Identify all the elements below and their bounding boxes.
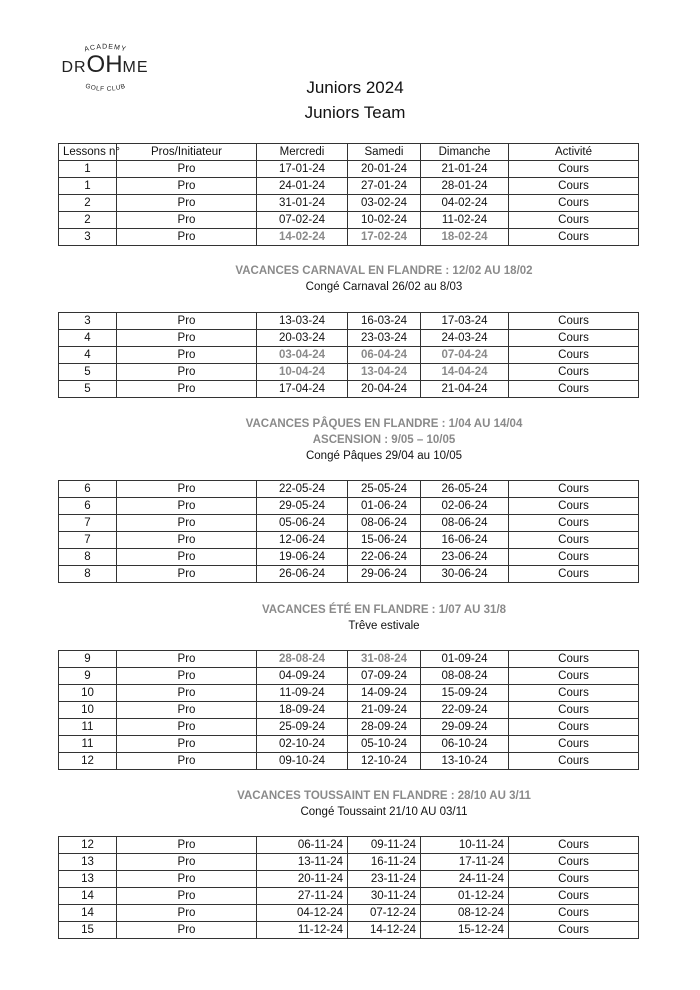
cell-sam: 12-10-24 — [348, 753, 421, 770]
table-row — [59, 229, 639, 246]
cell-sam: 28-09-24 — [348, 719, 421, 736]
cell-n: 15 — [59, 922, 117, 939]
cell-pro: Pro — [117, 364, 257, 381]
cell-dim: 24-03-24 — [421, 330, 509, 347]
cell-sam: 03-02-24 — [348, 195, 421, 212]
holiday-period: VACANCES TOUSSAINT EN FLANDRE : 28/10 AU 3/11 — [237, 790, 531, 802]
holiday-note-2 — [0, 416, 700, 464]
cell-mer: 10-04-24 — [257, 364, 348, 381]
table-row — [59, 178, 639, 195]
holiday-note-3 — [0, 602, 700, 634]
cell-act: Cours — [509, 515, 639, 532]
cell-sam: 14-12-24 — [348, 922, 421, 939]
table-row — [59, 313, 639, 330]
cell-n: 7 — [59, 515, 117, 532]
cell-sam: 22-06-24 — [348, 549, 421, 566]
table-row — [59, 685, 639, 702]
cell-dim: 06-10-24 — [421, 736, 509, 753]
cell-dim: 02-06-24 — [421, 498, 509, 515]
cell-dim: 26-05-24 — [421, 481, 509, 498]
cell-sam: 29-06-24 — [348, 566, 421, 583]
cell-act: Cours — [509, 719, 639, 736]
cell-act: Cours — [509, 702, 639, 719]
cell-dim: 08-06-24 — [421, 515, 509, 532]
cell-mer: 20-03-24 — [257, 330, 348, 347]
cell-act: Cours — [509, 161, 639, 178]
table-row — [59, 212, 639, 229]
cell-pro: Pro — [117, 195, 257, 212]
schedule-table-4 — [58, 650, 639, 770]
holiday-conge: Congé Toussaint 21/10 AU 03/11 — [300, 806, 468, 818]
column-header: Lessons n° — [59, 144, 117, 161]
cell-mer: 07-02-24 — [257, 212, 348, 229]
column-header: Activité — [509, 144, 639, 161]
cell-pro: Pro — [117, 837, 257, 854]
schedule-table-2 — [58, 312, 639, 398]
cell-n: 9 — [59, 668, 117, 685]
cell-sam: 23-03-24 — [348, 330, 421, 347]
cell-sam: 05-10-24 — [348, 736, 421, 753]
table-row — [59, 702, 639, 719]
cell-n: 1 — [59, 178, 117, 195]
table-row — [59, 922, 639, 939]
cell-act: Cours — [509, 549, 639, 566]
holiday-note-1 — [0, 263, 700, 295]
cell-dim: 18-02-24 — [421, 229, 509, 246]
cell-act: Cours — [509, 566, 639, 583]
table-row — [59, 515, 639, 532]
cell-act: Cours — [509, 685, 639, 702]
cell-mer: 11-09-24 — [257, 685, 348, 702]
cell-mer: 12-06-24 — [257, 532, 348, 549]
cell-sam: 07-12-24 — [348, 905, 421, 922]
cell-dim: 01-12-24 — [421, 888, 509, 905]
cell-sam: 27-01-24 — [348, 178, 421, 195]
cell-mer: 17-01-24 — [257, 161, 348, 178]
cell-sam: 30-11-24 — [348, 888, 421, 905]
cell-mer: 05-06-24 — [257, 515, 348, 532]
cell-pro: Pro — [117, 330, 257, 347]
cell-mer: 25-09-24 — [257, 719, 348, 736]
cell-mer: 26-06-24 — [257, 566, 348, 583]
cell-mer: 03-04-24 — [257, 347, 348, 364]
table-row — [59, 195, 639, 212]
cell-mer: 04-09-24 — [257, 668, 348, 685]
cell-dim: 13-10-24 — [421, 753, 509, 770]
cell-pro: Pro — [117, 685, 257, 702]
cell-sam: 17-02-24 — [348, 229, 421, 246]
cell-dim: 04-02-24 — [421, 195, 509, 212]
cell-mer: 17-04-24 — [257, 381, 348, 398]
svg-text:DROHME — [61, 51, 148, 78]
cell-pro: Pro — [117, 651, 257, 668]
logo-main-a: DR — [61, 59, 87, 76]
cell-dim: 08-08-24 — [421, 668, 509, 685]
cell-act: Cours — [509, 922, 639, 939]
cell-n: 4 — [59, 330, 117, 347]
cell-n: 8 — [59, 549, 117, 566]
cell-n: 5 — [59, 364, 117, 381]
cell-n: 2 — [59, 212, 117, 229]
table-row — [59, 736, 639, 753]
cell-act: Cours — [509, 364, 639, 381]
cell-pro: Pro — [117, 566, 257, 583]
logo-main-b: OH — [86, 51, 123, 78]
cell-dim: 08-12-24 — [421, 905, 509, 922]
cell-dim: 22-09-24 — [421, 702, 509, 719]
cell-sam: 20-01-24 — [348, 161, 421, 178]
cell-mer: 02-10-24 — [257, 736, 348, 753]
cell-dim: 07-04-24 — [421, 347, 509, 364]
cell-dim: 28-01-24 — [421, 178, 509, 195]
cell-n: 14 — [59, 888, 117, 905]
holiday-period: VACANCES CARNAVAL EN FLANDRE : 12/02 AU 18/02 — [235, 265, 533, 277]
cell-act: Cours — [509, 481, 639, 498]
cell-pro: Pro — [117, 212, 257, 229]
cell-n: 11 — [59, 719, 117, 736]
cell-mer: 04-12-24 — [257, 905, 348, 922]
cell-n: 3 — [59, 313, 117, 330]
cell-act: Cours — [509, 195, 639, 212]
cell-pro: Pro — [117, 702, 257, 719]
table-row — [59, 651, 639, 668]
cell-act: Cours — [509, 837, 639, 854]
cell-sam: 23-11-24 — [348, 871, 421, 888]
cell-pro: Pro — [117, 229, 257, 246]
cell-act: Cours — [509, 668, 639, 685]
cell-mer: 13-03-24 — [257, 313, 348, 330]
cell-n: 7 — [59, 532, 117, 549]
cell-mer: 29-05-24 — [257, 498, 348, 515]
cell-mer: 24-01-24 — [257, 178, 348, 195]
holiday-period: VACANCES PÂQUES EN FLANDRE : 1/04 AU 14/04 — [245, 418, 523, 430]
cell-mer: 11-12-24 — [257, 922, 348, 939]
cell-n: 4 — [59, 347, 117, 364]
cell-mer: 27-11-24 — [257, 888, 348, 905]
holiday-conge: Trêve estivale — [348, 620, 420, 632]
cell-act: Cours — [509, 212, 639, 229]
cell-mer: 20-11-24 — [257, 871, 348, 888]
cell-dim: 14-04-24 — [421, 364, 509, 381]
cell-pro: Pro — [117, 736, 257, 753]
cell-dim: 30-06-24 — [421, 566, 509, 583]
cell-n: 14 — [59, 905, 117, 922]
table-row — [59, 532, 639, 549]
cell-sam: 09-11-24 — [348, 837, 421, 854]
cell-pro: Pro — [117, 753, 257, 770]
cell-n: 5 — [59, 381, 117, 398]
column-header: Samedi — [348, 144, 421, 161]
cell-mer: 18-09-24 — [257, 702, 348, 719]
holiday-period: VACANCES ÉTÉ EN FLANDRE : 1/07 AU 31/8 — [261, 604, 507, 616]
schedule-table-3 — [58, 480, 639, 583]
logo-bottom-text: GOLF CLUB — [84, 82, 127, 93]
holiday-period: ASCENSION : 9/05 – 10/05 — [312, 434, 456, 446]
holiday-note-4 — [0, 788, 700, 820]
cell-dim: 29-09-24 — [421, 719, 509, 736]
table-row — [59, 549, 639, 566]
holiday-conge: Congé Pâques 29/04 au 10/05 — [305, 450, 463, 462]
cell-n: 13 — [59, 871, 117, 888]
logo-main-c: ME — [122, 59, 149, 76]
cell-n: 12 — [59, 837, 117, 854]
table-row — [59, 481, 639, 498]
cell-n: 10 — [59, 702, 117, 719]
cell-act: Cours — [509, 178, 639, 195]
table-row — [59, 905, 639, 922]
schedule-table-5 — [58, 836, 639, 939]
cell-sam: 31-08-24 — [348, 651, 421, 668]
cell-sam: 21-09-24 — [348, 702, 421, 719]
cell-n: 11 — [59, 736, 117, 753]
table-row — [59, 161, 639, 178]
cell-n: 10 — [59, 685, 117, 702]
cell-dim: 10-11-24 — [421, 837, 509, 854]
cell-sam: 15-06-24 — [348, 532, 421, 549]
cell-act: Cours — [509, 347, 639, 364]
cell-mer: 06-11-24 — [257, 837, 348, 854]
cell-sam: 25-05-24 — [348, 481, 421, 498]
table-row — [59, 364, 639, 381]
cell-act: Cours — [509, 229, 639, 246]
cell-dim: 24-11-24 — [421, 871, 509, 888]
cell-pro: Pro — [117, 871, 257, 888]
column-header: Pros/Initiateur — [117, 144, 257, 161]
cell-mer: 19-06-24 — [257, 549, 348, 566]
cell-act: Cours — [509, 905, 639, 922]
column-header: Dimanche — [421, 144, 509, 161]
cell-n: 13 — [59, 854, 117, 871]
cell-mer: 22-05-24 — [257, 481, 348, 498]
cell-sam: 14-09-24 — [348, 685, 421, 702]
table-row — [59, 498, 639, 515]
cell-sam: 16-11-24 — [348, 854, 421, 871]
cell-act: Cours — [509, 753, 639, 770]
cell-act: Cours — [509, 651, 639, 668]
cell-sam: 16-03-24 — [348, 313, 421, 330]
cell-act: Cours — [509, 532, 639, 549]
cell-act: Cours — [509, 381, 639, 398]
cell-dim: 17-11-24 — [421, 854, 509, 871]
table-row — [59, 719, 639, 736]
page-subtitle: Juniors Team — [304, 103, 406, 122]
cell-dim: 15-12-24 — [421, 922, 509, 939]
cell-dim: 16-06-24 — [421, 532, 509, 549]
cell-act: Cours — [509, 313, 639, 330]
cell-dim: 11-02-24 — [421, 212, 509, 229]
column-header: Mercredi — [257, 144, 348, 161]
cell-pro: Pro — [117, 549, 257, 566]
table-row — [59, 854, 639, 871]
schedule-table-1 — [58, 143, 639, 246]
cell-n: 12 — [59, 753, 117, 770]
cell-mer: 14-02-24 — [257, 229, 348, 246]
table-row — [59, 347, 639, 364]
cell-sam: 10-02-24 — [348, 212, 421, 229]
cell-pro: Pro — [117, 178, 257, 195]
table-row — [59, 566, 639, 583]
cell-dim: 21-04-24 — [421, 381, 509, 398]
cell-mer: 13-11-24 — [257, 854, 348, 871]
cell-act: Cours — [509, 888, 639, 905]
cell-pro: Pro — [117, 854, 257, 871]
cell-sam: 20-04-24 — [348, 381, 421, 398]
cell-pro: Pro — [117, 161, 257, 178]
cell-act: Cours — [509, 498, 639, 515]
cell-pro: Pro — [117, 347, 257, 364]
logo-top-text: ACADEMY — [83, 43, 128, 54]
cell-pro: Pro — [117, 313, 257, 330]
cell-pro: Pro — [117, 532, 257, 549]
cell-mer: 09-10-24 — [257, 753, 348, 770]
table-row — [59, 837, 639, 854]
cell-sam: 13-04-24 — [348, 364, 421, 381]
cell-pro: Pro — [117, 668, 257, 685]
cell-sam: 08-06-24 — [348, 515, 421, 532]
cell-dim: 23-06-24 — [421, 549, 509, 566]
table-row — [59, 381, 639, 398]
table-row — [59, 668, 639, 685]
cell-mer: 28-08-24 — [257, 651, 348, 668]
cell-dim: 01-09-24 — [421, 651, 509, 668]
cell-sam: 06-04-24 — [348, 347, 421, 364]
holiday-conge: Congé Carnaval 26/02 au 8/03 — [305, 281, 463, 293]
cell-dim: 15-09-24 — [421, 685, 509, 702]
cell-dim: 17-03-24 — [421, 313, 509, 330]
cell-n: 1 — [59, 161, 117, 178]
table-header-row — [59, 144, 639, 161]
cell-dim: 21-01-24 — [421, 161, 509, 178]
cell-act: Cours — [509, 871, 639, 888]
cell-pro: Pro — [117, 381, 257, 398]
cell-pro: Pro — [117, 905, 257, 922]
cell-pro: Pro — [117, 888, 257, 905]
cell-pro: Pro — [117, 498, 257, 515]
cell-n: 8 — [59, 566, 117, 583]
cell-act: Cours — [509, 854, 639, 871]
cell-mer: 31-01-24 — [257, 195, 348, 212]
cell-act: Cours — [509, 736, 639, 753]
cell-act: Cours — [509, 330, 639, 347]
cell-n: 3 — [59, 229, 117, 246]
cell-n: 9 — [59, 651, 117, 668]
table-row — [59, 888, 639, 905]
page-title: Juniors 2024 — [306, 78, 404, 97]
cell-n: 6 — [59, 481, 117, 498]
cell-pro: Pro — [117, 515, 257, 532]
cell-pro: Pro — [117, 922, 257, 939]
table-row — [59, 753, 639, 770]
cell-pro: Pro — [117, 719, 257, 736]
cell-pro: Pro — [117, 481, 257, 498]
cell-sam: 01-06-24 — [348, 498, 421, 515]
table-row — [59, 330, 639, 347]
cell-sam: 07-09-24 — [348, 668, 421, 685]
cell-n: 2 — [59, 195, 117, 212]
table-row — [59, 871, 639, 888]
cell-n: 6 — [59, 498, 117, 515]
